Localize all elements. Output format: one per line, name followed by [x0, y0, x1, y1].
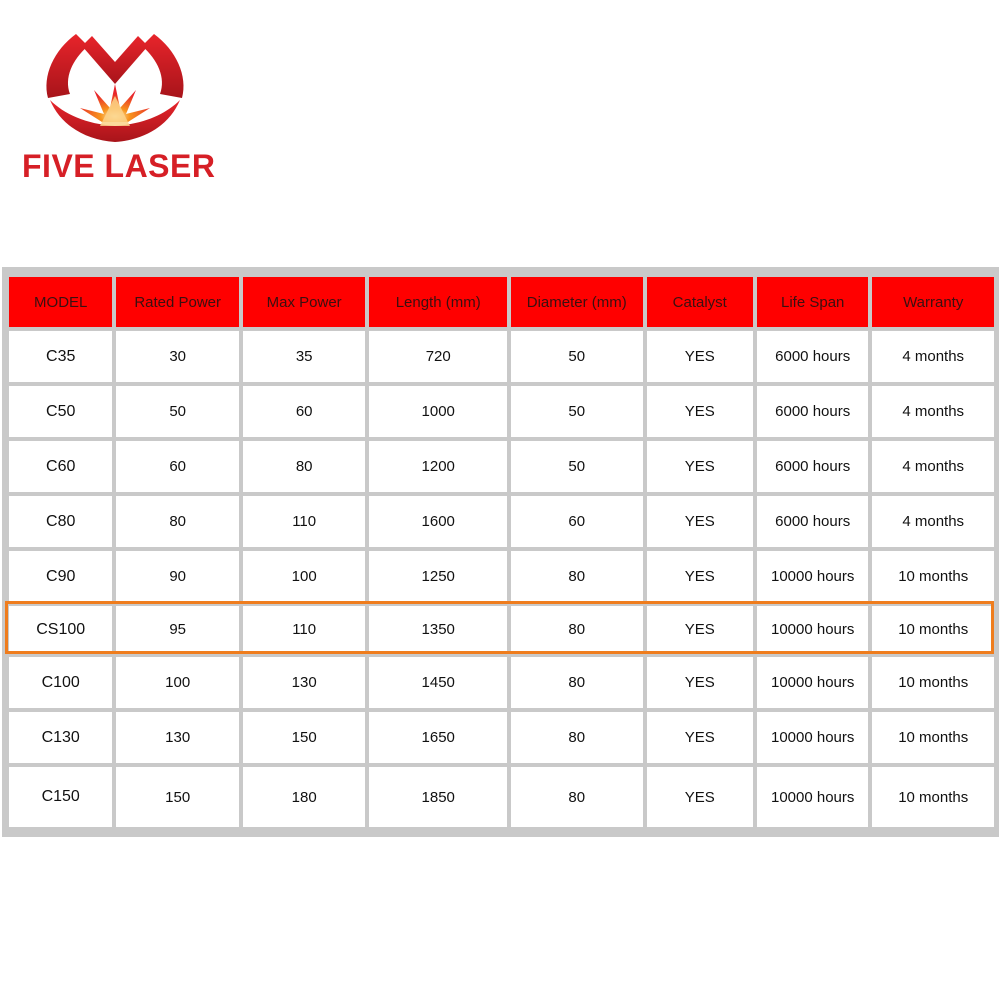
- cell-length: 1600: [369, 496, 507, 547]
- cell-max-power: 60: [243, 386, 366, 437]
- header-catalyst: Catalyst: [647, 277, 753, 327]
- cell-diameter: 50: [511, 441, 643, 492]
- cell-life-span: 10000 hours: [757, 551, 868, 602]
- cell-diameter: 50: [511, 331, 643, 382]
- cell-warranty: 10 months: [872, 657, 994, 708]
- cell-diameter: 80: [511, 657, 643, 708]
- cell-diameter: 80: [511, 712, 643, 763]
- cell-length: 1350: [369, 606, 507, 653]
- cell-life-span: 10000 hours: [757, 767, 868, 827]
- cell-rated-power: 100: [116, 657, 239, 708]
- cell-max-power: 150: [243, 712, 366, 763]
- cell-length: 720: [369, 331, 507, 382]
- header-max-power: Max Power: [243, 277, 366, 327]
- cell-model: C80: [9, 496, 112, 547]
- cell-rated-power: 80: [116, 496, 239, 547]
- cell-catalyst: YES: [647, 331, 753, 382]
- cell-max-power: 110: [243, 606, 366, 653]
- cell-life-span: 6000 hours: [757, 441, 868, 492]
- cell-diameter: 80: [511, 551, 643, 602]
- header-length: Length (mm): [369, 277, 507, 327]
- cell-model: C35: [9, 331, 112, 382]
- cell-model: CS100: [9, 606, 112, 653]
- table-row: [9, 331, 994, 382]
- cell-max-power: 110: [243, 496, 366, 547]
- brand-logo: [20, 28, 216, 188]
- table-row: [9, 496, 994, 547]
- table-row-highlighted: [9, 606, 994, 653]
- cell-rated-power: 50: [116, 386, 239, 437]
- cell-length: 1850: [369, 767, 507, 827]
- table-row: [9, 441, 994, 492]
- cell-warranty: 4 months: [872, 441, 994, 492]
- brand-name: FIVE LASER: [22, 148, 216, 184]
- cell-max-power: 130: [243, 657, 366, 708]
- cell-catalyst: YES: [647, 606, 753, 653]
- cell-max-power: 35: [243, 331, 366, 382]
- cell-rated-power: 150: [116, 767, 239, 827]
- cell-life-span: 6000 hours: [757, 386, 868, 437]
- cell-model: C60: [9, 441, 112, 492]
- cell-max-power: 80: [243, 441, 366, 492]
- cell-catalyst: YES: [647, 657, 753, 708]
- header-diameter: Diameter (mm): [511, 277, 643, 327]
- cell-max-power: 180: [243, 767, 366, 827]
- cell-catalyst: YES: [647, 767, 753, 827]
- header-life-span: Life Span: [757, 277, 868, 327]
- cell-rated-power: 95: [116, 606, 239, 653]
- cell-length: 1450: [369, 657, 507, 708]
- cell-warranty: 10 months: [872, 712, 994, 763]
- cell-warranty: 4 months: [872, 331, 994, 382]
- cell-model: C130: [9, 712, 112, 763]
- spec-table-container: [2, 267, 999, 837]
- cell-warranty: 10 months: [872, 606, 994, 653]
- cell-diameter: 80: [511, 606, 643, 653]
- cell-life-span: 6000 hours: [757, 496, 868, 547]
- cell-life-span: 10000 hours: [757, 606, 868, 653]
- header-model: MODEL: [9, 277, 112, 327]
- cell-life-span: 6000 hours: [757, 331, 868, 382]
- cell-warranty: 10 months: [872, 551, 994, 602]
- cell-model: C100: [9, 657, 112, 708]
- cell-length: 1200: [369, 441, 507, 492]
- cell-length: 1000: [369, 386, 507, 437]
- cell-rated-power: 90: [116, 551, 239, 602]
- cell-model: C150: [9, 767, 112, 827]
- five-laser-logo-icon: [40, 28, 190, 146]
- cell-catalyst: YES: [647, 551, 753, 602]
- cell-catalyst: YES: [647, 496, 753, 547]
- cell-warranty: 4 months: [872, 496, 994, 547]
- table-header-row: [9, 277, 994, 327]
- table-row: [9, 657, 994, 708]
- cell-diameter: 60: [511, 496, 643, 547]
- cell-max-power: 100: [243, 551, 366, 602]
- table-row: [9, 386, 994, 437]
- cell-rated-power: 60: [116, 441, 239, 492]
- cell-warranty: 10 months: [872, 767, 994, 827]
- cell-length: 1250: [369, 551, 507, 602]
- header-warranty: Warranty: [872, 277, 994, 327]
- cell-model: C90: [9, 551, 112, 602]
- cell-warranty: 4 months: [872, 386, 994, 437]
- cell-catalyst: YES: [647, 441, 753, 492]
- cell-model: C50: [9, 386, 112, 437]
- laser-tube-spec-table: [5, 273, 998, 831]
- cell-diameter: 80: [511, 767, 643, 827]
- cell-length: 1650: [369, 712, 507, 763]
- cell-rated-power: 30: [116, 331, 239, 382]
- table-row: [9, 551, 994, 602]
- cell-life-span: 10000 hours: [757, 657, 868, 708]
- cell-catalyst: YES: [647, 386, 753, 437]
- cell-diameter: 50: [511, 386, 643, 437]
- table-row: [9, 767, 994, 827]
- table-row: [9, 712, 994, 763]
- cell-rated-power: 130: [116, 712, 239, 763]
- cell-life-span: 10000 hours: [757, 712, 868, 763]
- header-rated-power: Rated Power: [116, 277, 239, 327]
- cell-catalyst: YES: [647, 712, 753, 763]
